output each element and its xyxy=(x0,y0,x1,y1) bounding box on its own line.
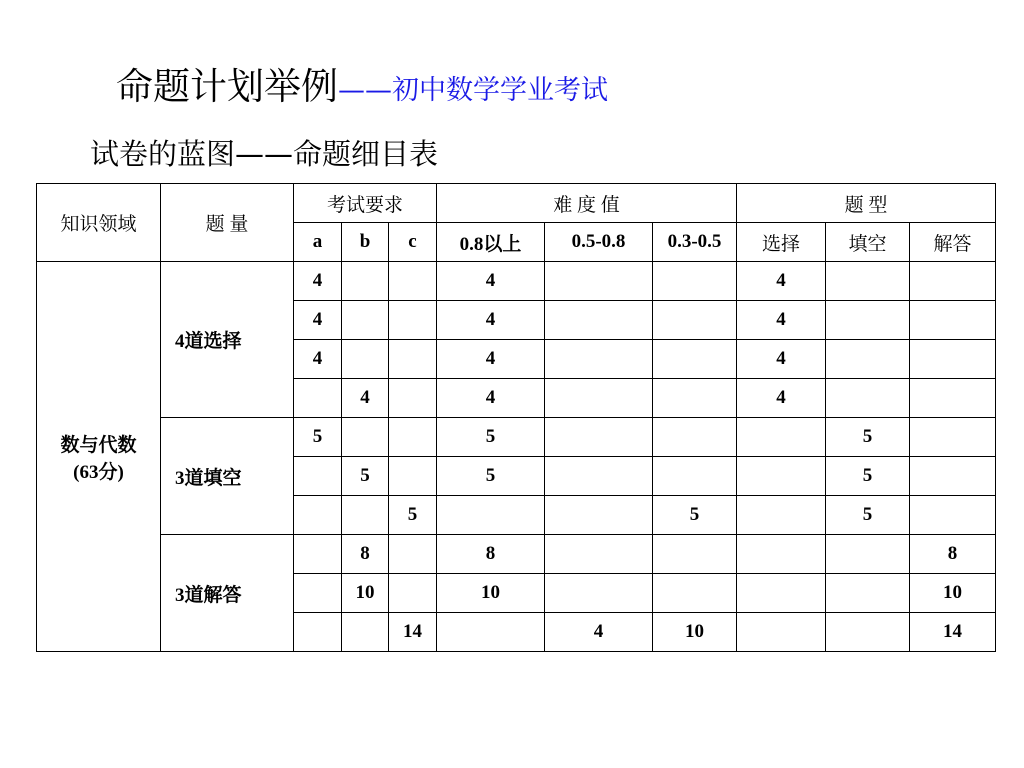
header-sub: b xyxy=(342,223,389,262)
question-group-cell: 3道填空 xyxy=(161,418,294,535)
table-cell: 5 xyxy=(826,496,910,535)
table-cell xyxy=(653,574,737,613)
table-cell: 4 xyxy=(437,262,545,301)
table-cell xyxy=(437,496,545,535)
table-cell xyxy=(294,574,342,613)
knowledge-domain-name: 数与代数 xyxy=(60,434,137,456)
table-cell xyxy=(389,457,437,496)
table-cell xyxy=(653,418,737,457)
table-cell xyxy=(653,457,737,496)
table-cell: 4 xyxy=(437,379,545,418)
table-cell: 4 xyxy=(737,301,826,340)
table-cell xyxy=(342,418,389,457)
table-cell: 5 xyxy=(653,496,737,535)
table-cell: 14 xyxy=(389,613,437,652)
table-cell xyxy=(737,535,826,574)
table-row xyxy=(37,262,996,301)
header-sub: 0.5-0.8 xyxy=(545,223,653,262)
table-cell xyxy=(910,418,996,457)
table-cell xyxy=(294,379,342,418)
table-cell xyxy=(826,535,910,574)
table-cell: 5 xyxy=(342,457,389,496)
title-main: 命题计划举例 xyxy=(116,65,338,108)
header-row-1 xyxy=(37,184,996,223)
table-cell: 4 xyxy=(294,340,342,379)
table-cell xyxy=(910,496,996,535)
table-cell: 4 xyxy=(294,301,342,340)
table-cell: 8 xyxy=(910,535,996,574)
table-cell xyxy=(737,418,826,457)
table-cell xyxy=(653,340,737,379)
table-cell xyxy=(826,379,910,418)
table-cell: 8 xyxy=(342,535,389,574)
table-cell xyxy=(545,535,653,574)
header-sub: 填空 xyxy=(826,223,910,262)
table-cell xyxy=(737,574,826,613)
table-cell xyxy=(342,340,389,379)
table-cell: 4 xyxy=(737,340,826,379)
table-cell: 5 xyxy=(826,457,910,496)
table-cell: 5 xyxy=(389,496,437,535)
question-group-cell: 3道解答 xyxy=(161,535,294,652)
table-cell xyxy=(653,379,737,418)
table-cell xyxy=(294,613,342,652)
table-row xyxy=(37,535,996,574)
table-cell xyxy=(389,301,437,340)
table-cell xyxy=(545,262,653,301)
table-row xyxy=(37,418,996,457)
page-title xyxy=(116,62,608,116)
header-requirements: 考试要求 xyxy=(294,184,437,223)
table-cell xyxy=(737,496,826,535)
table-cell xyxy=(294,535,342,574)
table-cell xyxy=(545,379,653,418)
section-subtitle: 试卷的蓝图——命题细目表 xyxy=(90,137,439,171)
header-sub: 0.8以上 xyxy=(437,223,545,262)
table-cell: 5 xyxy=(437,457,545,496)
table-cell xyxy=(545,301,653,340)
header-sub: c xyxy=(389,223,437,262)
table-cell xyxy=(653,535,737,574)
header-question-type: 题 型 xyxy=(737,184,996,223)
table-cell xyxy=(910,262,996,301)
table-cell xyxy=(826,262,910,301)
question-group-cell: 4道选择 xyxy=(161,262,294,418)
table-cell xyxy=(389,340,437,379)
header-difficulty: 难 度 值 xyxy=(437,184,737,223)
title-dash: —— xyxy=(338,75,392,106)
table-cell xyxy=(826,613,910,652)
table-cell xyxy=(389,574,437,613)
blueprint-table xyxy=(36,183,996,652)
table-cell: 4 xyxy=(437,301,545,340)
knowledge-domain-score: (63分) xyxy=(73,461,124,483)
table-cell: 10 xyxy=(342,574,389,613)
header-sub: 解答 xyxy=(910,223,996,262)
table-cell xyxy=(342,301,389,340)
knowledge-domain-cell xyxy=(37,262,161,652)
table-cell: 14 xyxy=(910,613,996,652)
table-cell: 4 xyxy=(294,262,342,301)
table-cell: 5 xyxy=(294,418,342,457)
table-cell xyxy=(342,262,389,301)
header-quantity: 题 量 xyxy=(161,184,294,262)
table-cell xyxy=(910,379,996,418)
header-sub: 0.3-0.5 xyxy=(653,223,737,262)
table-cell xyxy=(294,457,342,496)
table-cell: 10 xyxy=(437,574,545,613)
table-cell xyxy=(545,457,653,496)
table-cell xyxy=(653,262,737,301)
table-cell xyxy=(389,535,437,574)
table-cell xyxy=(826,340,910,379)
table-cell xyxy=(342,613,389,652)
table-cell: 5 xyxy=(826,418,910,457)
table-cell xyxy=(545,574,653,613)
table-cell: 4 xyxy=(342,379,389,418)
table-cell: 8 xyxy=(437,535,545,574)
table-cell xyxy=(910,301,996,340)
table-cell: 10 xyxy=(910,574,996,613)
table-cell xyxy=(389,418,437,457)
table-cell xyxy=(389,262,437,301)
table-cell xyxy=(737,613,826,652)
table-cell: 4 xyxy=(737,262,826,301)
table-cell xyxy=(342,496,389,535)
table-cell xyxy=(294,496,342,535)
table-cell xyxy=(545,496,653,535)
table-cell xyxy=(437,613,545,652)
table-cell xyxy=(737,457,826,496)
table-cell xyxy=(826,301,910,340)
table-cell: 4 xyxy=(545,613,653,652)
table-cell: 4 xyxy=(737,379,826,418)
table-cell: 10 xyxy=(653,613,737,652)
header-sub: 选择 xyxy=(737,223,826,262)
header-knowledge: 知识领域 xyxy=(37,184,161,262)
header-sub: a xyxy=(294,223,342,262)
table-cell xyxy=(545,418,653,457)
table-cell xyxy=(545,340,653,379)
table-cell xyxy=(653,301,737,340)
title-subtitle: 初中数学学业考试 xyxy=(392,75,608,106)
table-cell: 5 xyxy=(437,418,545,457)
table-cell: 4 xyxy=(437,340,545,379)
table-cell xyxy=(826,574,910,613)
table-cell xyxy=(389,379,437,418)
table-cell xyxy=(910,340,996,379)
table-cell xyxy=(910,457,996,496)
